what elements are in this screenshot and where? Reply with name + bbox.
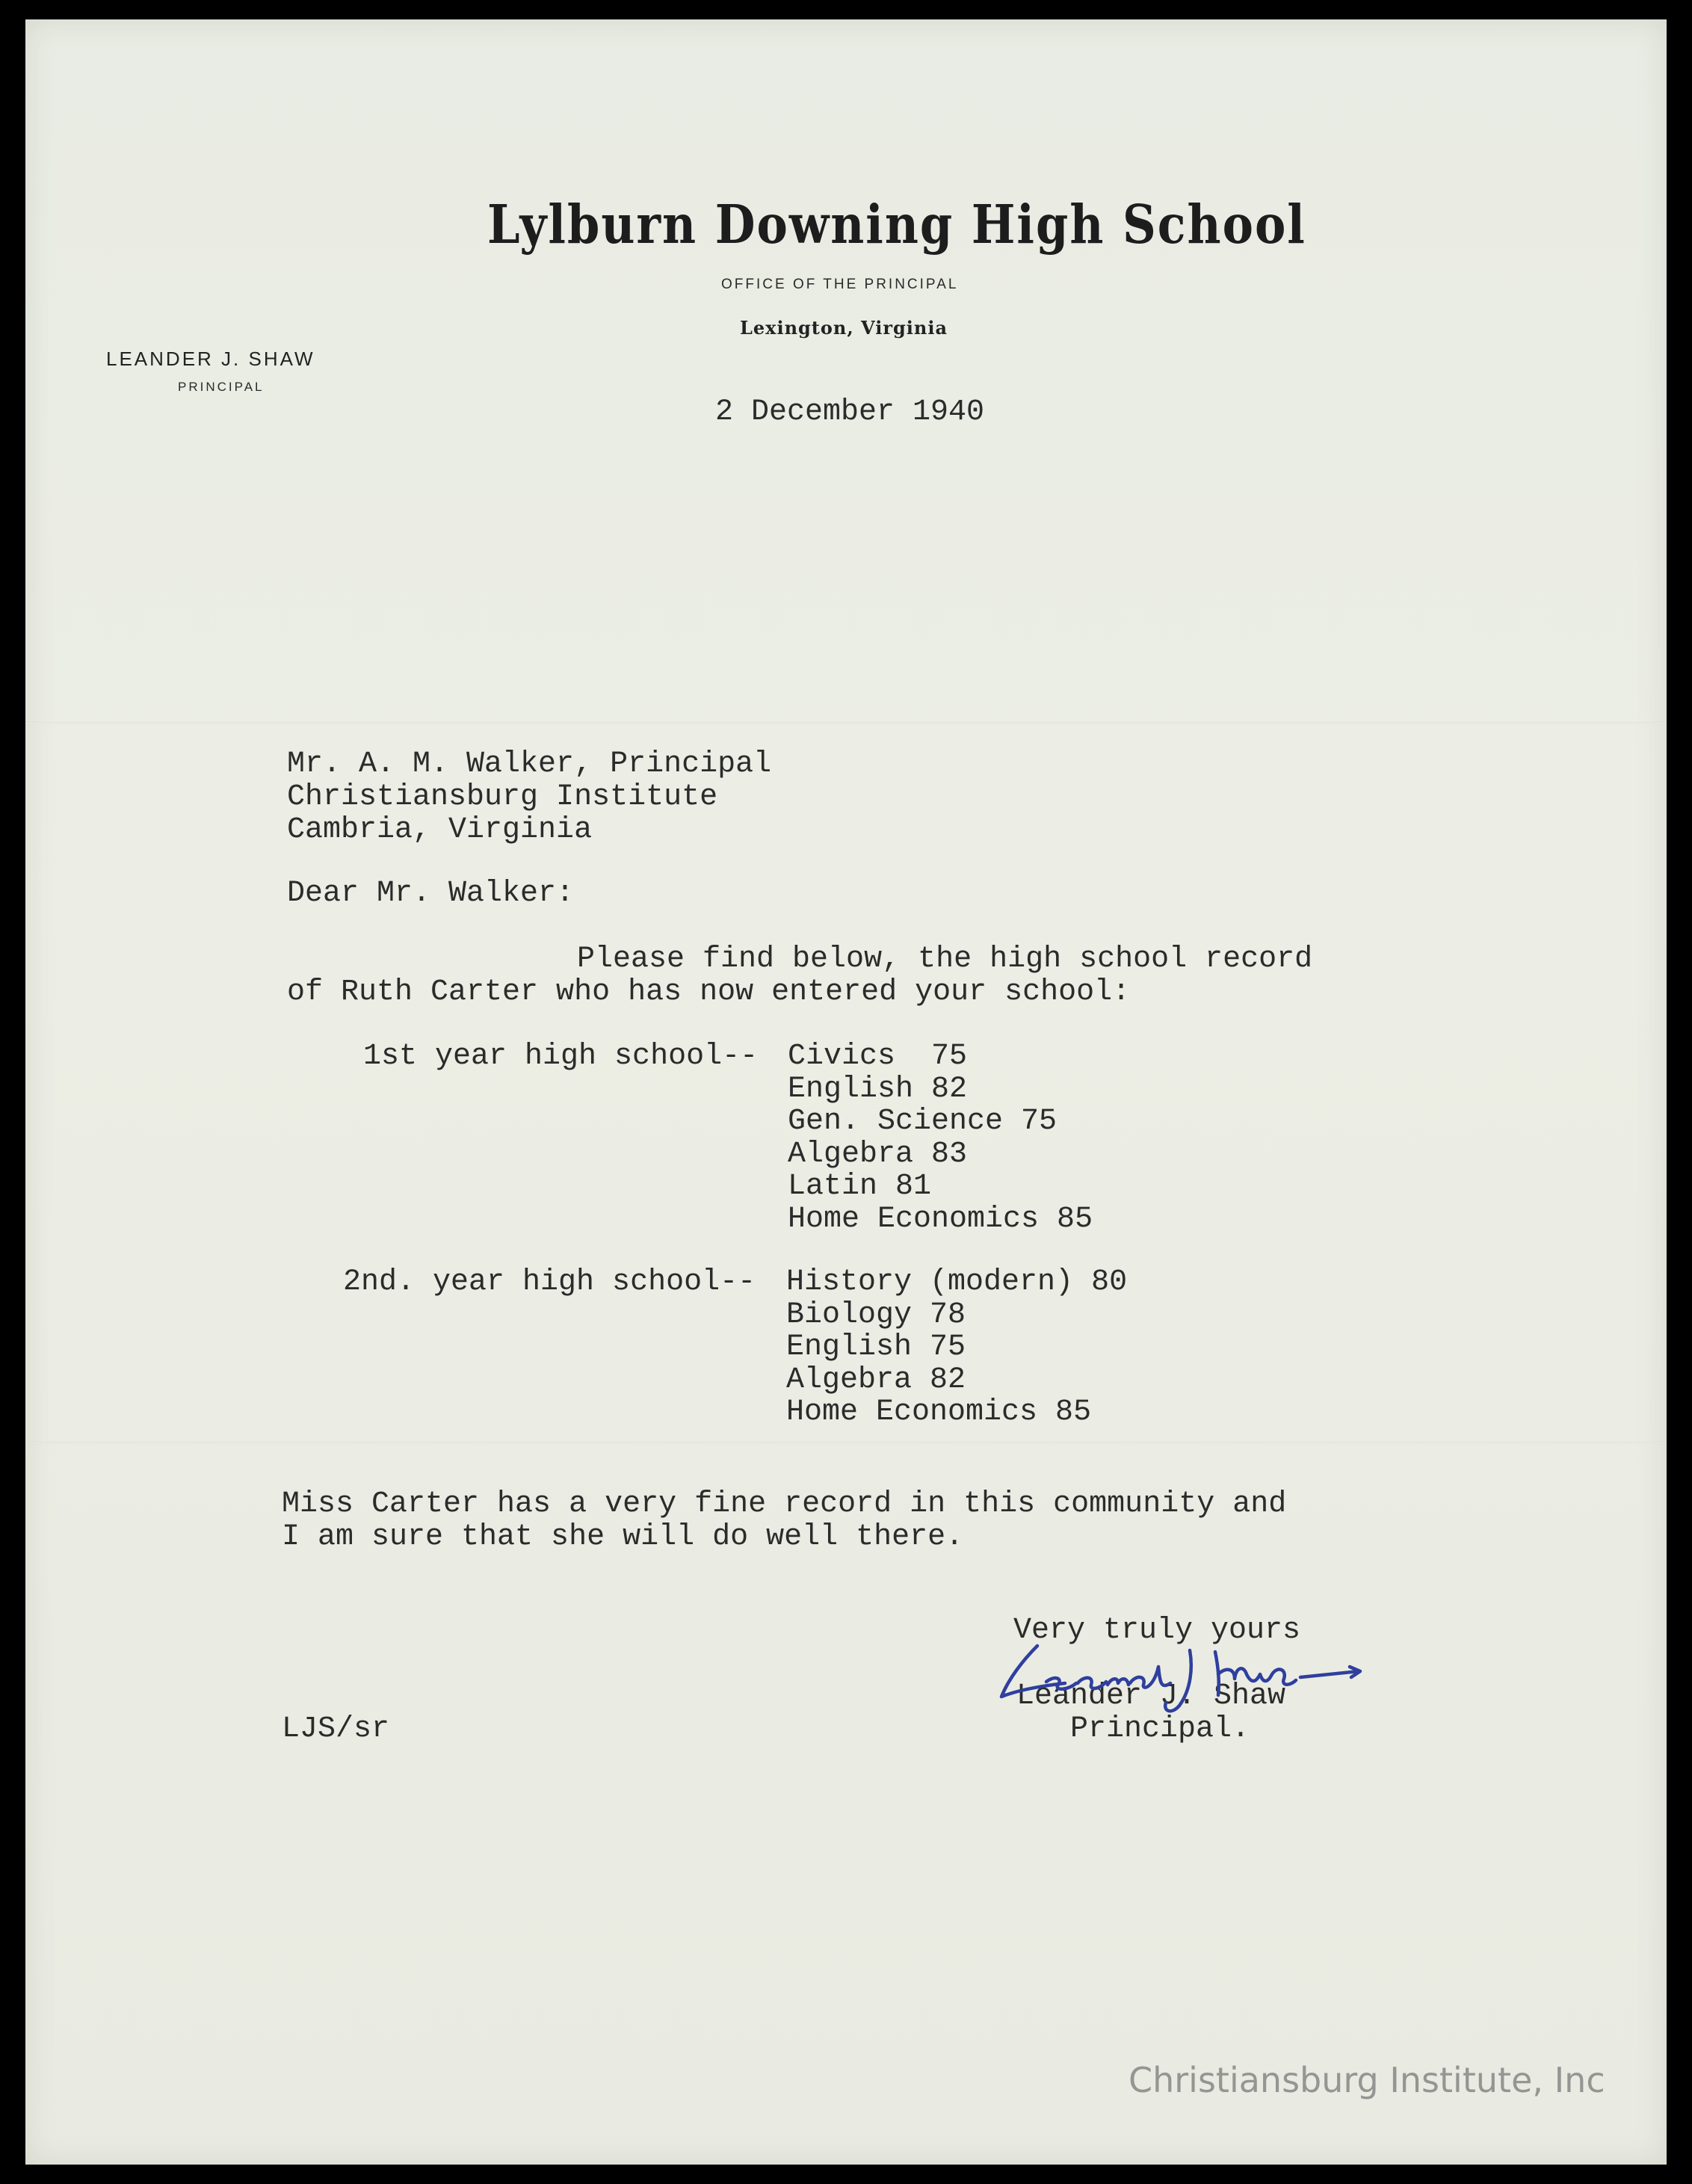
intro-line: of Ruth Carter who has now entered your school:: [287, 975, 1131, 1009]
valediction: Very truly yours: [1013, 1614, 1301, 1647]
signer-title: Principal.: [1070, 1712, 1250, 1746]
address-line: Christiansburg Institute: [287, 780, 718, 814]
subject-grade: Algebra 82: [786, 1363, 966, 1397]
subject-grade: Home Economics 85: [788, 1203, 1093, 1236]
signature-strokes: [1001, 1646, 1360, 1711]
address-line: Cambria, Virginia: [287, 813, 593, 847]
handwritten-signature: [994, 1637, 1427, 1719]
year2-label: 2nd. year high school--: [343, 1265, 756, 1299]
closing-line: Miss Carter has a very fine record in this community and: [282, 1487, 1287, 1521]
principal-title: PRINCIPAL: [178, 380, 265, 394]
watermark: Christiansburg Institute, Inc: [1128, 2060, 1605, 2100]
subject-grade: History (modern) 80: [786, 1265, 1128, 1299]
letter-date: 2 December 1940: [715, 395, 985, 429]
subject-grade: Latin 81: [788, 1170, 932, 1203]
intro-line: Please find below, the high school record: [577, 943, 1313, 976]
signer-name: Leander J. Shaw: [1016, 1679, 1286, 1713]
closing-line: I am sure that she will do well there.: [282, 1520, 964, 1554]
subject-grade: Civics 75: [788, 1040, 968, 1073]
school-name: Lylburn Downing High School: [487, 193, 1306, 256]
fold-line: [25, 722, 1667, 724]
subject-grade: Gen. Science 75: [788, 1105, 1058, 1138]
office-subtitle: OFFICE OF THE PRINCIPAL: [721, 277, 959, 292]
subject-grade: Biology 78: [786, 1298, 966, 1332]
salutation: Dear Mr. Walker:: [287, 877, 575, 910]
subject-grade: English 75: [786, 1330, 966, 1364]
address-line: Mr. A. M. Walker, Principal: [287, 747, 772, 781]
year1-label: 1st year high school--: [363, 1040, 759, 1073]
fold-line: [25, 1442, 1667, 1444]
subject-grade: English 82: [788, 1073, 968, 1106]
typist-initials: LJS/sr: [282, 1712, 390, 1746]
subject-grade: Algebra 83: [788, 1138, 968, 1171]
principal-name: LEANDER J. SHAW: [106, 348, 315, 370]
city: Lexington, Virginia: [740, 317, 948, 339]
subject-grade: Home Economics 85: [786, 1395, 1092, 1429]
